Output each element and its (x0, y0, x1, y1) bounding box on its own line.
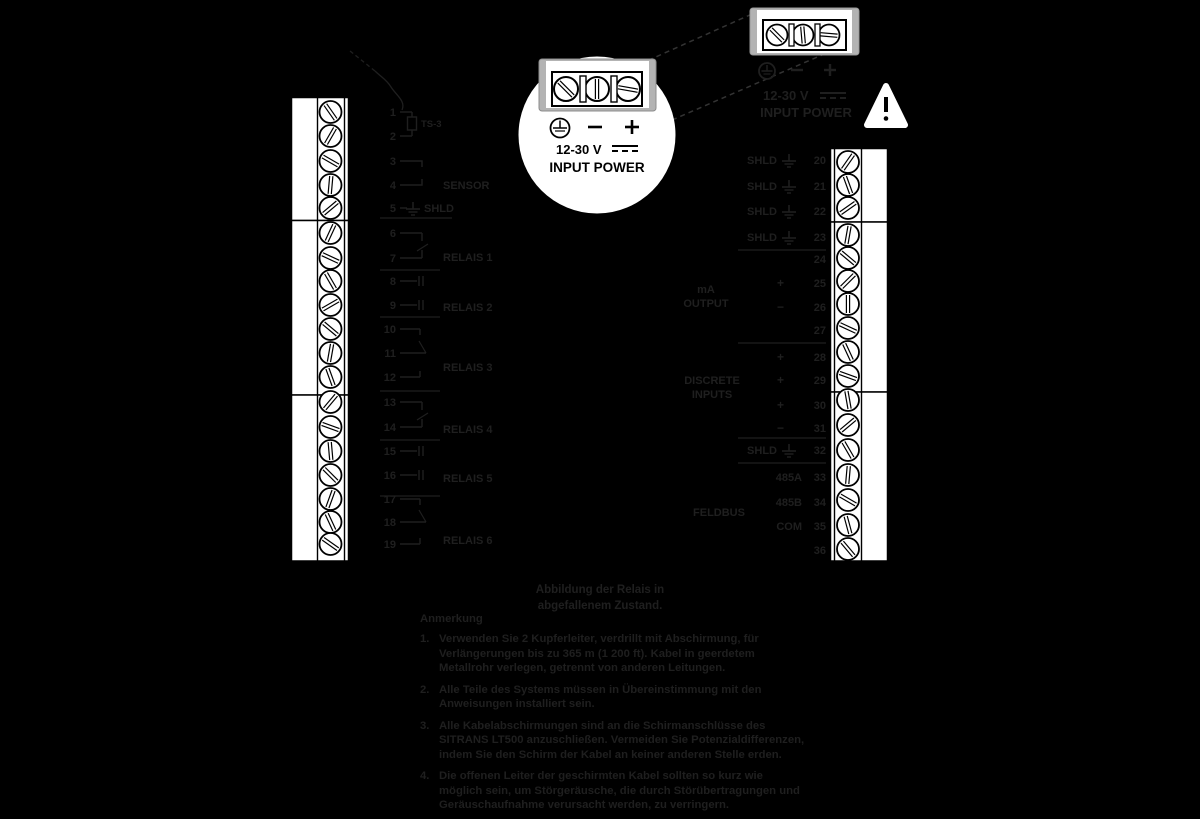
terminal-number: 5 (389, 203, 396, 215)
terminal-number: 24 (813, 254, 826, 266)
terminal-screw (837, 464, 859, 486)
terminal-number: 12 (383, 372, 396, 384)
terminal-screw (320, 366, 342, 388)
terminal-number: 23 (813, 232, 826, 244)
terminal-screw (837, 174, 859, 196)
terminal-number: 30 (813, 400, 826, 412)
relay-group-label: RELAIS 1 (443, 252, 493, 264)
terminal-screw (320, 294, 342, 316)
terminal-number: 18 (383, 517, 396, 529)
terminal-screw (837, 489, 859, 511)
relay-group-label: RELAIS 5 (443, 473, 493, 485)
device-input-power-label: INPUT POWER (760, 105, 852, 120)
shield-label: SHLD (747, 206, 777, 218)
device-terminal-screw (819, 25, 840, 46)
polarity-sign: + (776, 276, 784, 290)
terminal-number: 13 (383, 397, 396, 409)
terminal-number: 3 (389, 156, 396, 168)
callout-input-power-label: INPUT POWER (549, 160, 645, 175)
relay-group-label: RELAIS 6 (443, 535, 493, 547)
wire (400, 179, 422, 185)
ts3-component (408, 117, 417, 130)
notes-heading: Anmerkung (420, 613, 483, 625)
relay-blade (417, 244, 428, 251)
caption-line: abgefallenem Zustand. (537, 600, 663, 613)
terminal-screw (837, 365, 859, 387)
fieldbus-signal-label: COM (776, 521, 802, 533)
terminal-number: 17 (383, 494, 396, 506)
fieldbus-signal-label: 485A (775, 472, 802, 484)
device-voltage-label: 12-30 V (763, 88, 809, 103)
terminal-number: 26 (813, 302, 826, 314)
terminal-screw (320, 488, 342, 510)
terminal-slot (789, 24, 794, 46)
terminal-slot (580, 76, 586, 102)
note-text: Die offenen Leiter der geschirmten Kabel sollten so kurz wie möglich sein, um Störgeräusche, die durch Störübertragungen und Geräuschaufnahme verursacht werden, zu verringern. (439, 770, 800, 811)
terminal-screw (320, 318, 342, 340)
note-number: 2. (420, 683, 430, 696)
sensor-cable (375, 71, 403, 110)
terminal-number: 9 (389, 300, 396, 312)
terminal-screw (837, 538, 859, 560)
callout-terminal-screw (554, 77, 578, 101)
note-number: 3. (420, 719, 430, 732)
relay-state-caption (515, 582, 685, 614)
terminal-number: 6 (389, 228, 396, 240)
terminal-number: 10 (383, 324, 396, 336)
terminal-number: 7 (389, 253, 396, 265)
ma-output-label: mA (697, 284, 715, 296)
sensor-label: SENSOR (443, 180, 490, 192)
shield-label: SHLD (747, 155, 777, 167)
terminal-number: 31 (813, 423, 826, 435)
terminal-screw (837, 439, 859, 461)
terminal-number: 4 (389, 180, 396, 192)
note-text: Alle Kabelabschirmungen sind an die Schirmanschlüsse des SITRANS LT500 anzuschließen. Vermeiden Sie Potenzialdifferenzen, indem Sie den Schirm der Kabel an keiner anderen Stelle erden. (439, 719, 805, 761)
terminal-number: 33 (813, 472, 826, 484)
notes-list (420, 632, 820, 812)
terminal-screw (320, 247, 342, 269)
terminal-number: 34 (813, 497, 826, 509)
terminal-number: 20 (813, 155, 826, 167)
terminal-screw (320, 125, 342, 147)
relay-blade (419, 510, 426, 522)
ma-output-label: OUTPUT (683, 298, 729, 310)
device-terminal-screw (793, 25, 814, 46)
fieldbus-signal-label: 485B (775, 497, 802, 509)
terminal-screw (320, 270, 342, 292)
polarity-sign: − (776, 421, 784, 435)
terminal-screw (320, 511, 342, 533)
caption-line: Abbildung der Relais in (535, 584, 665, 596)
relay-blade (417, 413, 428, 420)
note-item (420, 719, 820, 762)
note-item (420, 683, 820, 712)
device-terminal-screw (767, 25, 788, 46)
terminal-number: 16 (383, 470, 396, 482)
discrete-inputs-label: INPUTS (691, 389, 733, 401)
terminal-number: 21 (813, 181, 826, 193)
terminal-screw (320, 391, 342, 413)
dashed-leader-line (640, 14, 752, 64)
terminal-screw (320, 464, 342, 486)
note-number: 1. (420, 633, 430, 646)
note-text: Verwenden Sie 2 Kupferleiter, verdrillt mit Abschirmung, für Verlängerungen bis zu 365 m (1 200 ft). Kabel in geerdetem Metallrohr verlegen, getrennt von anderen Leitungen. (439, 633, 759, 675)
terminal-screw (837, 293, 859, 315)
terminal-number: 19 (383, 539, 396, 551)
terminal-screw (837, 151, 859, 173)
callout-terminal-screw (585, 77, 609, 101)
terminal-number: 11 (384, 348, 396, 360)
terminal-screw (837, 197, 859, 219)
terminal-number: 32 (813, 445, 826, 457)
fieldbus-label: FELDBUS (693, 507, 745, 519)
terminal-number: 28 (813, 352, 826, 364)
terminal-number: 29 (813, 375, 826, 387)
callout-voltage-label: 12-30 V (556, 142, 602, 157)
note-text: Alle Teile des Systems müssen in Übereinstimmung mit den Anweisungen installiert sein. (439, 683, 762, 711)
note-item (420, 769, 820, 812)
relay-group-label: RELAIS 4 (443, 424, 493, 436)
terminal-screw (837, 414, 859, 436)
relay-group-label: RELAIS 2 (443, 302, 493, 314)
terminal-slot (815, 24, 820, 46)
note-item (420, 632, 820, 675)
terminal-screw (837, 317, 859, 339)
terminal-number: 36 (813, 545, 826, 557)
terminal-screw (320, 222, 342, 244)
polarity-sign: + (776, 350, 784, 364)
polarity-sign: + (776, 398, 784, 412)
shield-label: SHLD (747, 445, 777, 457)
discrete-inputs-label: DISCRETE (684, 375, 740, 387)
terminal-screw (320, 416, 342, 438)
polarity-sign: − (776, 300, 784, 314)
terminal-number: 15 (383, 446, 396, 458)
terminal-screw (320, 533, 342, 555)
wire (400, 161, 422, 167)
shield-label: SHLD (747, 181, 777, 193)
terminal-number: 2 (389, 131, 396, 143)
terminal-number: 22 (813, 206, 826, 218)
terminal-number: 8 (389, 276, 396, 288)
terminal-screw (320, 174, 342, 196)
terminal-screw (320, 440, 342, 462)
notes-block (420, 612, 820, 819)
shield-label: SHLD (424, 203, 454, 215)
terminal-slot (611, 76, 617, 102)
terminal-number: 35 (813, 521, 826, 533)
shield-label: SHLD (747, 232, 777, 244)
terminal-screw (837, 247, 859, 269)
terminal-screw (320, 101, 342, 123)
terminal-screw (837, 270, 859, 292)
terminal-number: 25 (813, 278, 826, 290)
note-number: 4. (420, 770, 430, 783)
ts3-label: TS-3 (421, 119, 442, 130)
terminal-screw (320, 150, 342, 172)
relay-group-label: RELAIS 3 (443, 362, 493, 374)
terminal-number: 14 (383, 422, 396, 434)
terminal-number: 27 (813, 325, 826, 337)
terminal-screw (320, 197, 342, 219)
terminal-number: 1 (389, 107, 396, 119)
warning-exclamation-dot (884, 116, 889, 121)
terminal-screw (837, 341, 859, 363)
polarity-sign: + (776, 373, 784, 387)
relay-blade (419, 341, 426, 353)
sensor-cable-dashed (350, 51, 375, 71)
